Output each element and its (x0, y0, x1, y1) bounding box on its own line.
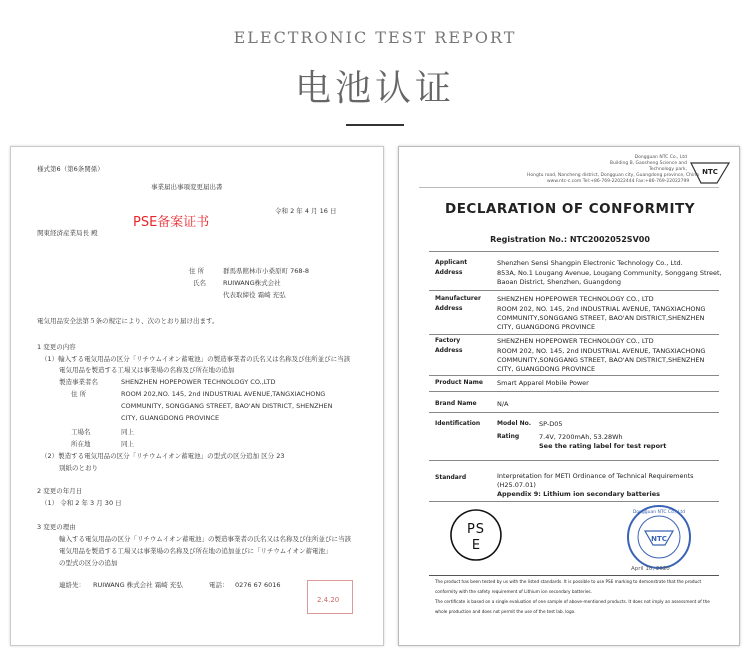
applicant-label: Applicant (435, 259, 468, 266)
footer-line-2: conformity with the safety requirement of Lithium ion secondary batteries. (435, 589, 592, 594)
divider (429, 375, 719, 376)
section-1-line-3: （2）製造する電気用品の区分「リチウムイオン蓄電池」の型式の区分追加 区分 23 (41, 452, 285, 460)
applicant-address-label: Address (435, 269, 463, 276)
pse-notification-document (10, 146, 384, 646)
manufacturer-address-line-1: ROOM 202,NO. 145, 2nd INDUSTRIAL AVENUE,TANGXIACHONG (121, 390, 326, 398)
section-3-line-3: の型式の区分の追加 (59, 559, 118, 567)
address-value: 群馬県館林市小桑原町 768-8 (223, 267, 309, 275)
divider (429, 412, 719, 413)
manufacturer-address-label: Address (435, 305, 463, 312)
footer-divider (429, 575, 719, 576)
manufacturer-value: SHENZHEN HOPEPOWER TECHNOLOGY CO.,LTD (121, 378, 276, 386)
addressee: 関東経済産業局長 殿 (37, 229, 98, 237)
standard-label: Standard (435, 474, 467, 481)
report-title-en: ELECTRONIC TEST REPORT (233, 28, 517, 47)
name-label: 氏名 (193, 279, 206, 287)
phone-label: 電話： (209, 581, 229, 589)
footer-line-3: The certificate is based on a single evaluation of one sample of above-mentioned products. It does not imply an assessment of the (435, 599, 710, 604)
declaration-of-conformity-document (398, 146, 740, 646)
form-label: 様式第6（第6条関係） (37, 165, 104, 173)
location-value: 同上 (121, 440, 134, 448)
rating-line-2: See the rating label for test report (539, 442, 667, 450)
section-1-line-2: 電気用品を製造する工場又は事業場の名称及び所在地の追加 (59, 366, 235, 374)
svg-text:NTC: NTC (651, 535, 667, 543)
divider (429, 460, 719, 461)
footer-line-4: whole production and does not permit the use of the test lab. logo. (435, 609, 576, 614)
rating-label: Rating (497, 433, 520, 440)
divider (429, 334, 719, 335)
factory-address-label: Address (435, 347, 463, 354)
divider (429, 290, 719, 291)
brand-name-value: N/A (497, 400, 509, 408)
factory-value: SHENZHEN HOPEPOWER TECHNOLOGY CO., LTD (497, 337, 654, 345)
section-3-line-2: 電気用品を製造する工場又は事業場の名称及び所在地の追加並びに「リチウムイオン蓄電池」 (59, 547, 332, 555)
factory-address-line-3: CITY, GUANGDONG PROVINCE (497, 365, 596, 373)
factory-address-line-1: ROOM 202, NO. 145, 2nd INDUSTRIAL AVENUE, TANGXIACHONG (497, 347, 706, 355)
standard-line-2: (H25.07.01) (497, 481, 536, 489)
ntc-seal-icon (625, 503, 693, 571)
seal-date: April 10, 2020 (631, 566, 670, 572)
identification-label: Identification (435, 420, 481, 427)
divider (429, 251, 719, 252)
rating-line-1: 7.4V, 7200mAh, 53.28Wh (539, 433, 623, 441)
applicant-address-line-2: Baoan District, Shenzhen, Guangdong (497, 278, 621, 286)
model-value: SP-D05 (539, 420, 563, 428)
standard-line-3: Appendix 9: Lithium ion secondary batteries (497, 490, 661, 498)
contact-company: RUIWANG 株式会社 霜崎 充弘 (93, 581, 183, 589)
factory-address-line-2: COMMUNITY,SONGGANG STREET, BAO'AN DISTRICT,SHENZHEN (497, 356, 705, 364)
doc-title: 事業届出事項変更届出書 (151, 183, 223, 191)
manufacturer-address-line-1: ROOM 202, NO. 145, 2nd INDUSTRIAL AVENUE, TANGXIACHONG (497, 305, 706, 313)
applicant-address-line-1: 853A, No.1 Lougang Avenue, Lougang Community, Songgang Street, (497, 269, 722, 277)
ntc-logo-icon (689, 159, 731, 185)
address-label: 住 所 (189, 267, 205, 275)
phone-value: 0276 67 6016 (235, 581, 281, 589)
pse-certificate-label: PSE备案证书 (133, 215, 210, 230)
contact-label: 連絡先： (59, 581, 85, 589)
model-label: Model No. (497, 420, 532, 427)
report-title-cn: 电池认证 (294, 68, 455, 109)
section-1-line-4: 別紙のとおり (59, 464, 98, 472)
svg-text:PS: PS (466, 522, 486, 537)
factory-label: Factory (435, 337, 461, 344)
footer-line-1: The product has been tested by us with the listed standards. It is possible to use PSE marking to demonstrate that the product (435, 579, 702, 584)
brand-name-label: Brand Name (435, 400, 477, 407)
manufacturer-label: 製造事業者名 (59, 378, 98, 386)
ntc-header-address: Dongguan NTC Co., Ltd Building B, Gaosheng Science and Technology park, Hongtu road, Nancheng district, Dongguan city, Guangdong province, China www.ntc-c.com Tel:+86-769-22022444 Fax:+86-769-22022799 (527, 155, 699, 184)
company-name-jp: RUIWANG株式会社 (223, 279, 281, 287)
applicant-value: Shenzhen Sensi Shangpin Electronic Technology Co., Ltd. (497, 259, 683, 267)
section-3-title: 3 変更の理由 (37, 523, 76, 531)
section-2-date: （1） 令和 2 年 3 月 30 日 (41, 499, 122, 507)
declaration-title: DECLARATION OF CONFORMITY (444, 201, 695, 217)
manufacturer-address-label: 住 所 (71, 390, 87, 398)
manufacturer-address-line-2: COMMUNITY,SONGGANG STREET, BAO'AN DISTRICT,SHENZHEN (497, 314, 705, 322)
manufacturer-address-line-2: COMMUNITY, SONGGANG STREET, BAO'AN DISTRICT, SHENZHEN (121, 402, 333, 410)
header-divider (419, 187, 719, 188)
doc-date: 令和 2 年 4 月 16 日 (275, 207, 337, 215)
title-underline (346, 124, 404, 126)
factory-value: 同上 (121, 428, 134, 436)
section-3-line-1: 輸入する電気用品の区分「リチウムイオン蓄電池」の製造事業者の氏名又は名称及び住所並びに当該 (59, 535, 351, 543)
product-name-value: Smart Apparel Mobile Power (497, 379, 589, 387)
section-2-title: 2 変更の年月日 (37, 487, 83, 495)
divider (429, 501, 719, 502)
law-statement: 電気用品安全法第５条の規定により、次のとおり届け出ます。 (37, 317, 219, 325)
manufacturer-address-line-3: CITY, GUANGDONG PROVINCE (497, 323, 596, 331)
pse-mark-icon (447, 507, 505, 563)
location-label: 所在地 (71, 440, 91, 448)
section-1-line-1: （1）輸入する電気用品の区分「リチウムイオン蓄電池」の製造事業者の氏名又は名称及び住所並びに当該 (41, 355, 351, 363)
factory-label: 工場名 (71, 428, 91, 436)
registration-number: Registration No.: NTC2002052SV00 (490, 235, 650, 244)
stamp-date: 2.4.20 (317, 596, 340, 604)
product-name-label: Product Name (435, 379, 483, 386)
manufacturer-address-line-3: CITY, GUANGDONG PROVINCE (121, 414, 220, 422)
section-1-title: 1 変更の内容 (37, 343, 76, 351)
svg-text:NTC: NTC (702, 168, 718, 176)
representative: 代表取締役 霜崎 充弘 (223, 291, 286, 299)
svg-text:Dongguan NTC Co., Ltd: Dongguan NTC Co., Ltd (632, 510, 686, 515)
manufacturer-value: SHENZHEN HOPEPOWER TECHNOLOGY CO., LTD (497, 295, 654, 303)
divider (429, 391, 719, 392)
svg-text:E: E (471, 538, 481, 553)
standard-line-1: Interpretation for METI Ordinance of Technical Requirements (497, 472, 694, 480)
manufacturer-label: Manufacturer (435, 295, 481, 302)
